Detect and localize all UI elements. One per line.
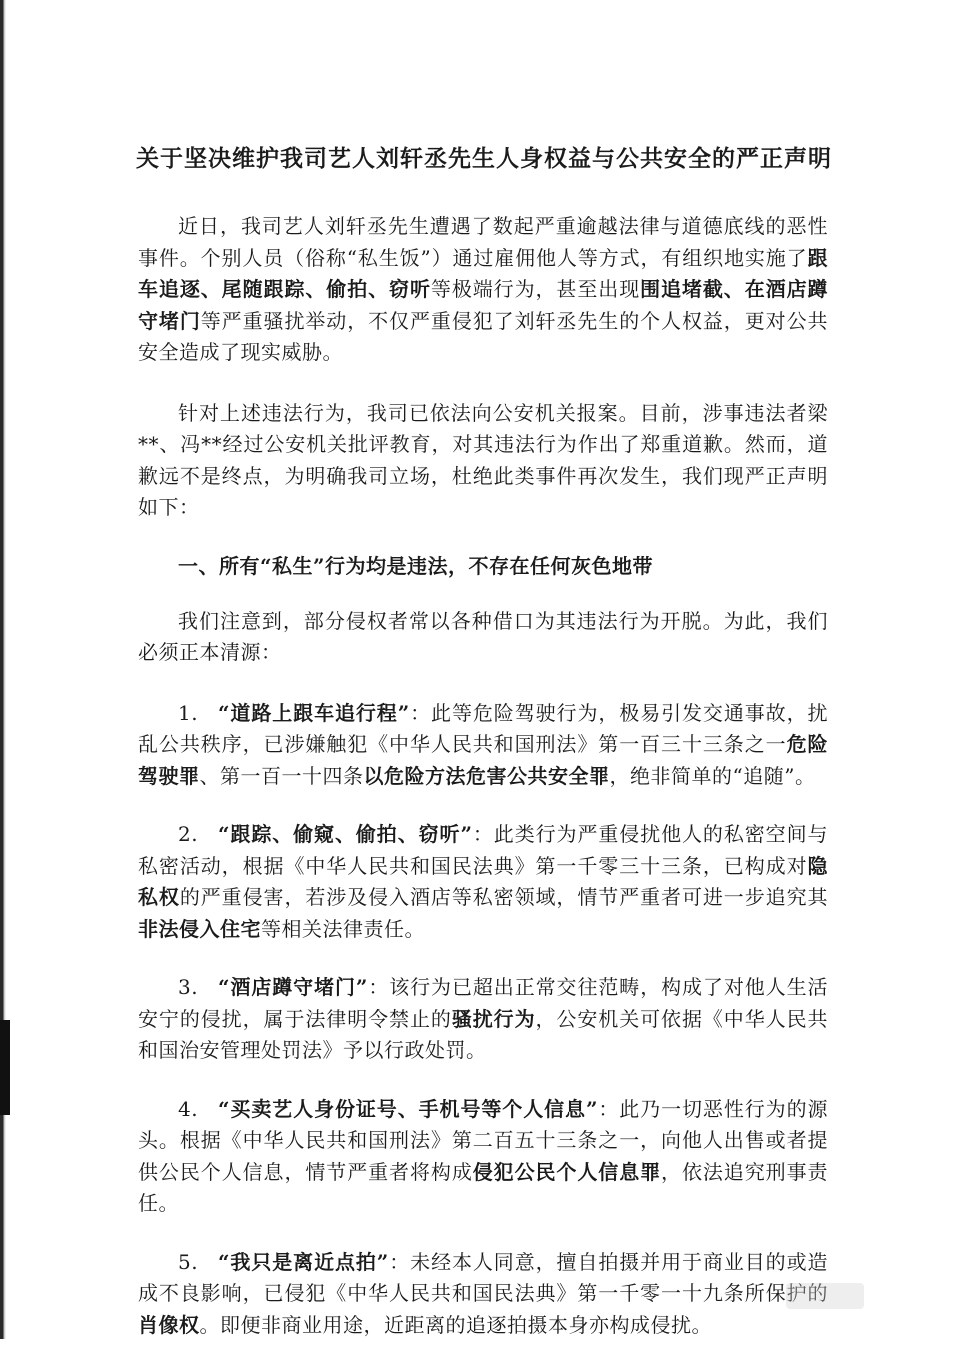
section-intro: 我们注意到，部分侵权者常以各种借口为其违法行为开脱。为此，我们必须正本清源： — [138, 608, 828, 664]
bold-phrase: 隐私权 — [138, 853, 828, 909]
item-number: 5. — [178, 1249, 199, 1274]
list-item — [138, 1247, 828, 1342]
item-lead: “酒店蹲守堵门” — [218, 975, 368, 999]
item-lead: “我只是离近点拍” — [218, 1249, 389, 1274]
paragraph-text: 等严重骚扰举动，不仅严重侵犯了刘轩丞先生的个人权益，更对公共安全造成了现实威胁。 — [138, 308, 828, 364]
list-item — [138, 819, 828, 945]
watermark — [786, 1283, 864, 1309]
item-text: ：该行为已超出正常交往范畴，构成了对他人生活安宁的侵扰，属于法律明令禁止的 — [138, 975, 828, 1031]
item-text: 的严重侵害，若涉及侵入酒店等私密领域，情节严重者可进一步追究其 — [179, 885, 828, 909]
item-lead: “跟踪、偷窥、偷拍、窃听” — [218, 822, 473, 846]
bold-phrase: 非法侵入住宅 — [138, 916, 261, 941]
item-lead: “买卖艺人身份证号、手机号等个人信息” — [218, 1096, 598, 1121]
item-text: ：此等危险驾驶行为，极易引发交通事故，扰乱公共秩序，已涉嫌触犯《中华人民共和国刑法》第一百三十三条之一 — [138, 700, 828, 756]
item-number: 1. — [178, 700, 199, 725]
item-text: 、第一百一十四条 — [199, 763, 364, 788]
document-title: 关于坚决维护我司艺人刘轩丞先生人身权益与公共安全的严正声明 — [136, 145, 832, 172]
paragraph-text: 近日，我司艺人刘轩丞先生遭遇了数起严重逾越法律与道德底线的恶性事件。个别人员（俗称“私生饭”）通过雇佣他人等方式，有组织地实施了 — [138, 214, 828, 270]
item-text: ：此乃一切恶性行为的源头。根据《中华人民共和国刑法》第二百五十三条之一，向他人出售或者提供公民个人信息，情节严重者将构成 — [138, 1096, 828, 1184]
paragraph-text: 等极端行为，甚至出现 — [430, 277, 641, 301]
bold-phrase: 危险驾驶罪 — [138, 732, 828, 788]
list-item — [138, 1094, 828, 1220]
item-text: ，绝非简单的“追随”。 — [609, 763, 816, 788]
item-text: 等相关法律责任。 — [261, 916, 425, 941]
item-text: 。即便非商业用途，近距离的追逐拍摄本身亦构成侵扰。 — [199, 1312, 712, 1337]
item-text: ，依法追究刑事责任。 — [138, 1159, 828, 1215]
scan-edge — [0, 0, 6, 1339]
bold-phrase: 骚扰行为 — [451, 1006, 536, 1031]
bold-phrase: 围追堵截、在酒店蹲守堵门 — [138, 277, 828, 333]
item-lead: “道路上跟车追行程” — [218, 700, 410, 725]
paragraph-incident — [138, 211, 828, 369]
bold-phrase: 跟车追逐、尾随跟踪、偷拍、窃听 — [138, 245, 828, 301]
bold-phrase: 以危险方法危害公共安全罪 — [363, 763, 610, 788]
list-item — [138, 698, 828, 793]
item-number: 4. — [178, 1096, 199, 1121]
item-number: 3. — [178, 975, 199, 999]
section-heading: 一、所有“私生”行为均是违法，不存在任何灰色地带 — [178, 553, 654, 578]
item-text: ：此类行为严重侵扰他人的私密空间与私密活动，根据《中华人民共和国民法典》第一千零三十三条，已构成对 — [138, 822, 828, 878]
item-text: ，公安机关可依据《中华人民共和国治安管理处罚法》予以行政处罚。 — [138, 1006, 828, 1062]
paragraph-report: 针对上述违法行为，我司已依法向公安机关报案。目前，涉事违法者梁**、冯**经过公安机关批评教育，对其违法行为作出了郑重道歉。然而，道歉远不是终点，为明确我司立场，杜绝此类事件再次发生，我们现严正声明如下： — [138, 400, 828, 519]
bold-phrase: 侵犯公民个人信息罪 — [472, 1159, 662, 1184]
scan-mark — [0, 1020, 10, 1115]
item-number: 2. — [178, 822, 199, 846]
bold-phrase: 肖像权 — [138, 1312, 200, 1337]
item-text: ：未经本人同意，擅自拍摄并用于商业目的或造成不良影响，已侵犯《中华人民共和国民法典》第一千零一十九条所保护的 — [138, 1249, 829, 1305]
statement-document — [136, 140, 832, 1368]
list-item — [138, 972, 828, 1067]
